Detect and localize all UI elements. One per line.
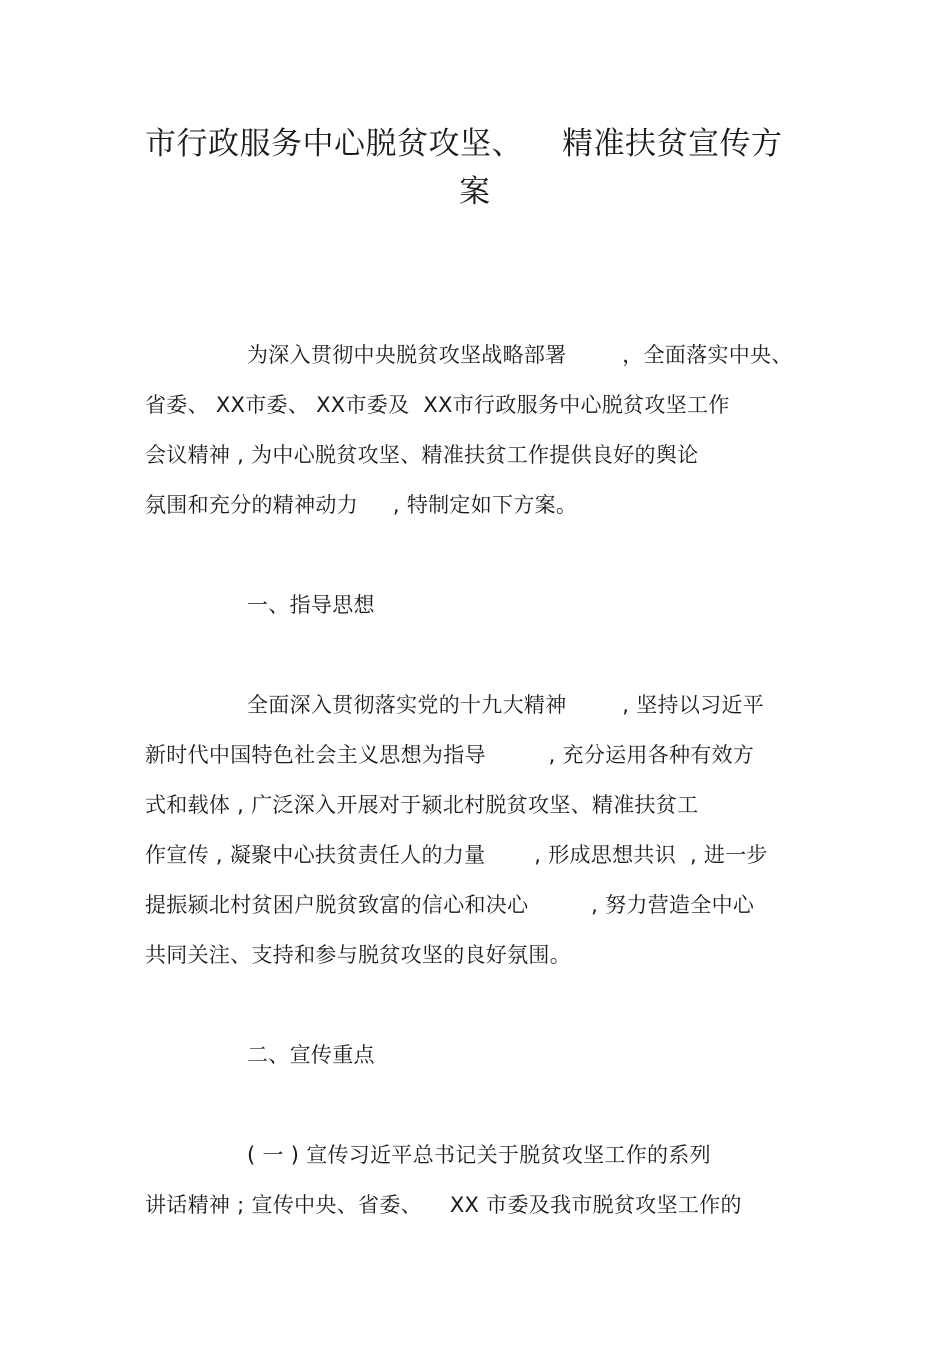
document-title-line-2: 案 xyxy=(459,174,491,210)
intro-line-4: 氛围和充分的精神动力 , 特制定如下方案。 xyxy=(145,493,578,517)
guiding-thought-line-1: 全面深入贯彻落实党的十九大精神 , 坚持以习近平 xyxy=(247,693,765,717)
section-heading-guiding-thought: 一、指导思想 xyxy=(247,593,375,617)
intro-line-2: 省委、 XX市委、 XX市委及 XX市行政服务中心脱贫攻坚工作 xyxy=(145,393,730,417)
guiding-thought-line-3: 式和载体 , 广泛深入开展对于颍北村脱贫攻坚、精准扶贫工 xyxy=(145,793,699,817)
focus-item-1-line-2: 讲话精神 ; 宣传中央、省委、 XX 市委及我市脱贫攻坚工作的 xyxy=(145,1193,742,1217)
guiding-thought-line-6: 共同关注、支持和参与脱贫攻坚的良好氛围。 xyxy=(145,943,571,967)
guiding-thought-line-2: 新时代中国特色社会主义思想为指导 , 充分运用各种有效方 xyxy=(145,743,755,767)
document-title-line-1-part-1: 市行政服务中心脱贫攻坚、 xyxy=(145,126,523,162)
section-heading-publicity-focus: 二、宣传重点 xyxy=(247,1043,375,1067)
intro-line-3: 会议精神 , 为中心脱贫攻坚、精准扶贫工作提供良好的舆论 xyxy=(145,443,699,467)
guiding-thought-line-5: 提振颍北村贫困户脱贫致富的信心和决心 , 努力营造全中心 xyxy=(145,893,755,917)
document-title-line-1-part-2: 精准扶贫宣传方 xyxy=(562,126,783,162)
guiding-thought-line-4: 作宣传 , 凝聚中心扶贫责任人的力量 , 形成思想共识 , 进一步 xyxy=(145,843,768,867)
focus-item-1-line-1: ( 一 ) 宣传习近平总书记关于脱贫攻坚工作的系列 xyxy=(247,1143,711,1167)
intro-line-1: 为深入贯彻中央脱贫攻坚战略部署 ，全面落实中央、 xyxy=(247,343,793,367)
